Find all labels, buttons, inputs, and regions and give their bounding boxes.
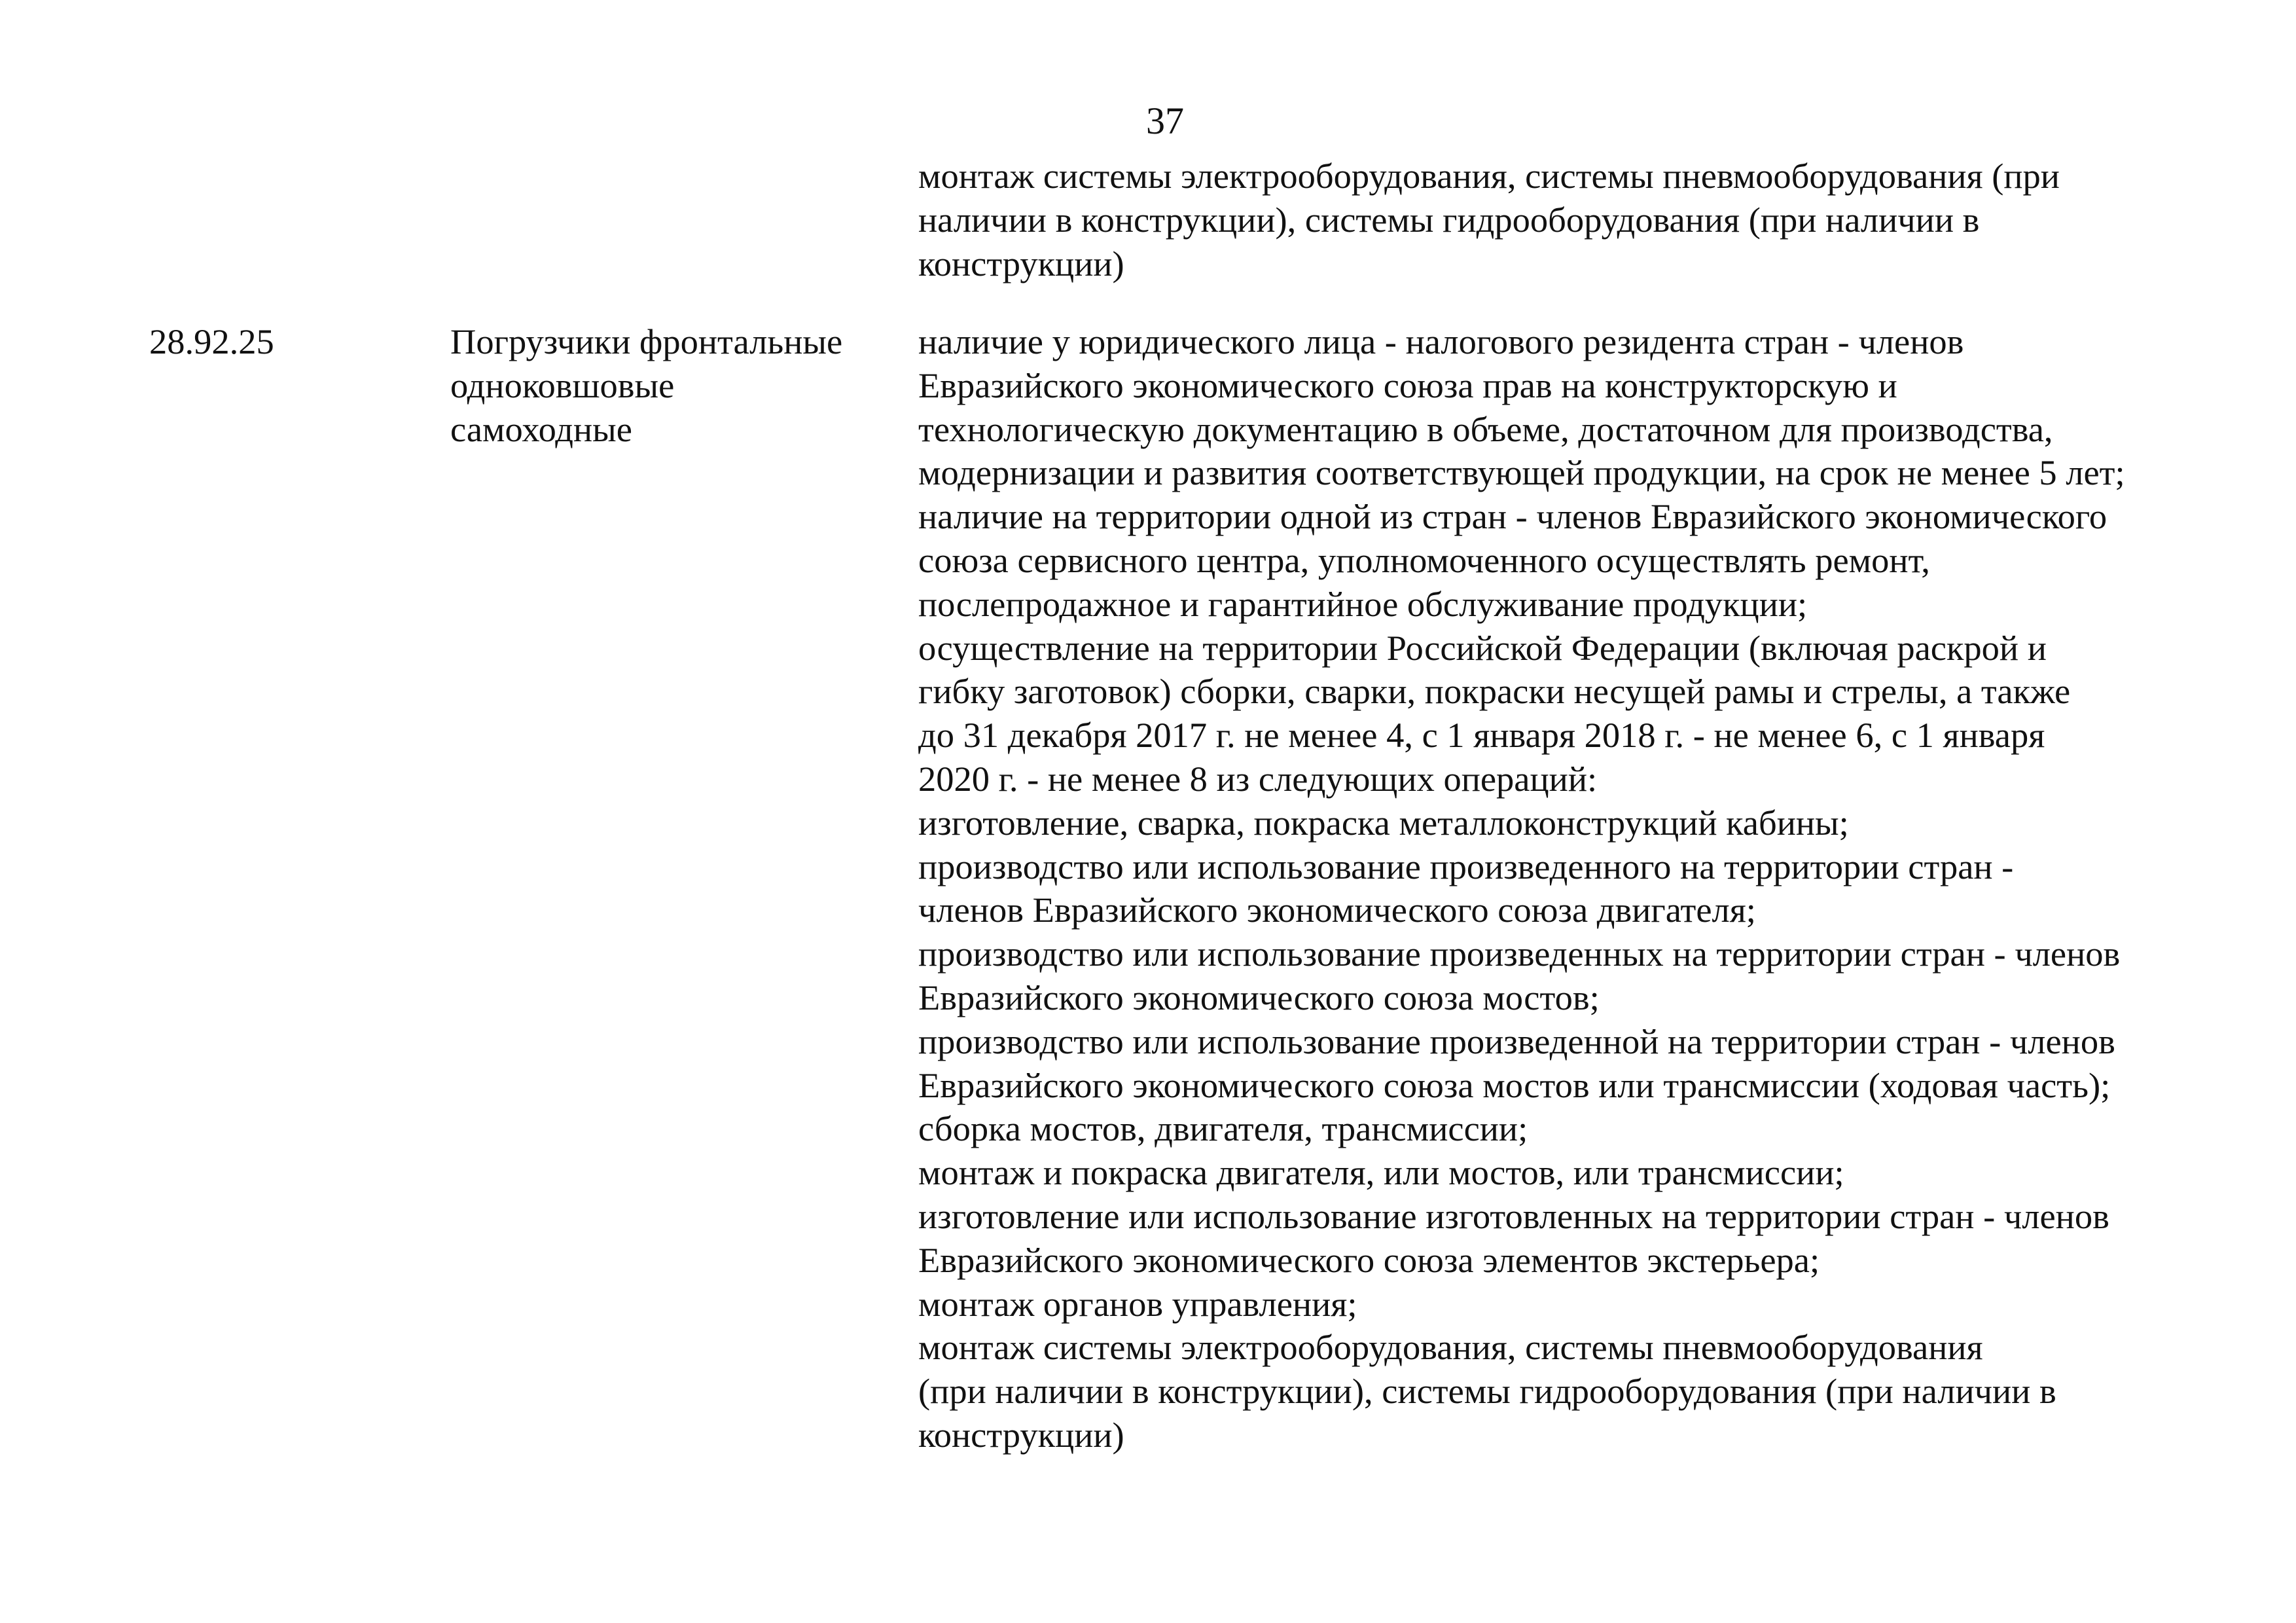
product-name-line: Погрузчики фронтальные [450, 321, 843, 361]
requirement-line: Евразийского экономического союза мостов; [918, 977, 1600, 1017]
requirement-line: изготовление, сварка, покраска металлоконструкций кабины; [918, 802, 1849, 843]
requirement-line: до 31 декабря 2017 г. не менее 4, с 1 января 2018 г. - не менее 6, с 1 января [918, 715, 2045, 756]
requirement-line: (при наличии в конструкции), системы гидрооборудования (при наличии в [918, 1371, 2056, 1412]
requirement-line: послепродажное и гарантийное обслуживание продукции; [918, 583, 1808, 624]
production-requirements [918, 320, 2280, 1457]
requirement-line: производство или использование произведенных на территории стран - членов [918, 934, 2121, 974]
text-line: конструкции) [918, 243, 1124, 283]
requirement-line: конструкции) [918, 1414, 1124, 1455]
product-name-line: самоходные [450, 409, 632, 449]
text-line: наличии в конструкции), системы гидрооборудования (при наличии в [918, 199, 1980, 240]
requirement-line: Евразийского экономического союза мостов или трансмиссии (ходовая часть); [918, 1065, 2111, 1105]
requirement-line: изготовление или использование изготовленных на территории стран - членов [918, 1195, 2109, 1236]
requirement-line: членов Евразийского экономического союза двигателя; [918, 890, 1756, 930]
product-name [450, 320, 895, 451]
requirement-line: союза сервисного центра, уполномоченного осуществлять ремонт, [918, 539, 1930, 580]
requirement-line: 2020 г. - не менее 8 из следующих операций: [918, 758, 1598, 799]
requirement-line: наличие у юридического лица - налогового резидента стран - членов [918, 321, 1964, 361]
requirement-line: производство или использование произведенного на территории стран - [918, 846, 2014, 886]
product-name-line: одноковшовые [450, 365, 675, 405]
product-code: 28.92.25 [149, 321, 274, 361]
requirement-line: осуществление на территории Российской Федерации (включая раскрой и [918, 627, 2047, 668]
requirement-line: монтаж органов управления; [918, 1283, 1357, 1324]
continuation-requirements [918, 155, 2280, 285]
requirement-line: Евразийского экономического союза элементов экстерьера; [918, 1239, 1820, 1280]
page-number: 37 [1146, 100, 1184, 142]
requirement-line: Евразийского экономического союза прав на конструкторскую и [918, 365, 1897, 405]
requirement-line: наличие на территории одной из стран - членов Евразийского экономического [918, 496, 2108, 537]
requirement-line: монтаж системы электрооборудования, системы пневмооборудования [918, 1327, 1983, 1368]
requirement-line: производство или использование произведенной на территории стран - членов [918, 1021, 2115, 1061]
requirement-line: технологическую документацию в объеме, достаточном для производства, [918, 409, 2053, 449]
requirement-line: монтаж и покраска двигателя, или мостов, или трансмиссии; [918, 1152, 1844, 1193]
requirement-line: гибку заготовок) сборки, сварки, покраски несущей рамы и стрелы, а также [918, 671, 2071, 712]
requirement-line: модернизации и развития соответствующей продукции, на срок не менее 5 лет; [918, 452, 2125, 493]
text-line: монтаж системы электрооборудования, системы пневмооборудования (при [918, 156, 2060, 196]
requirement-line: сборка мостов, двигателя, трансмиссии; [918, 1108, 1528, 1149]
